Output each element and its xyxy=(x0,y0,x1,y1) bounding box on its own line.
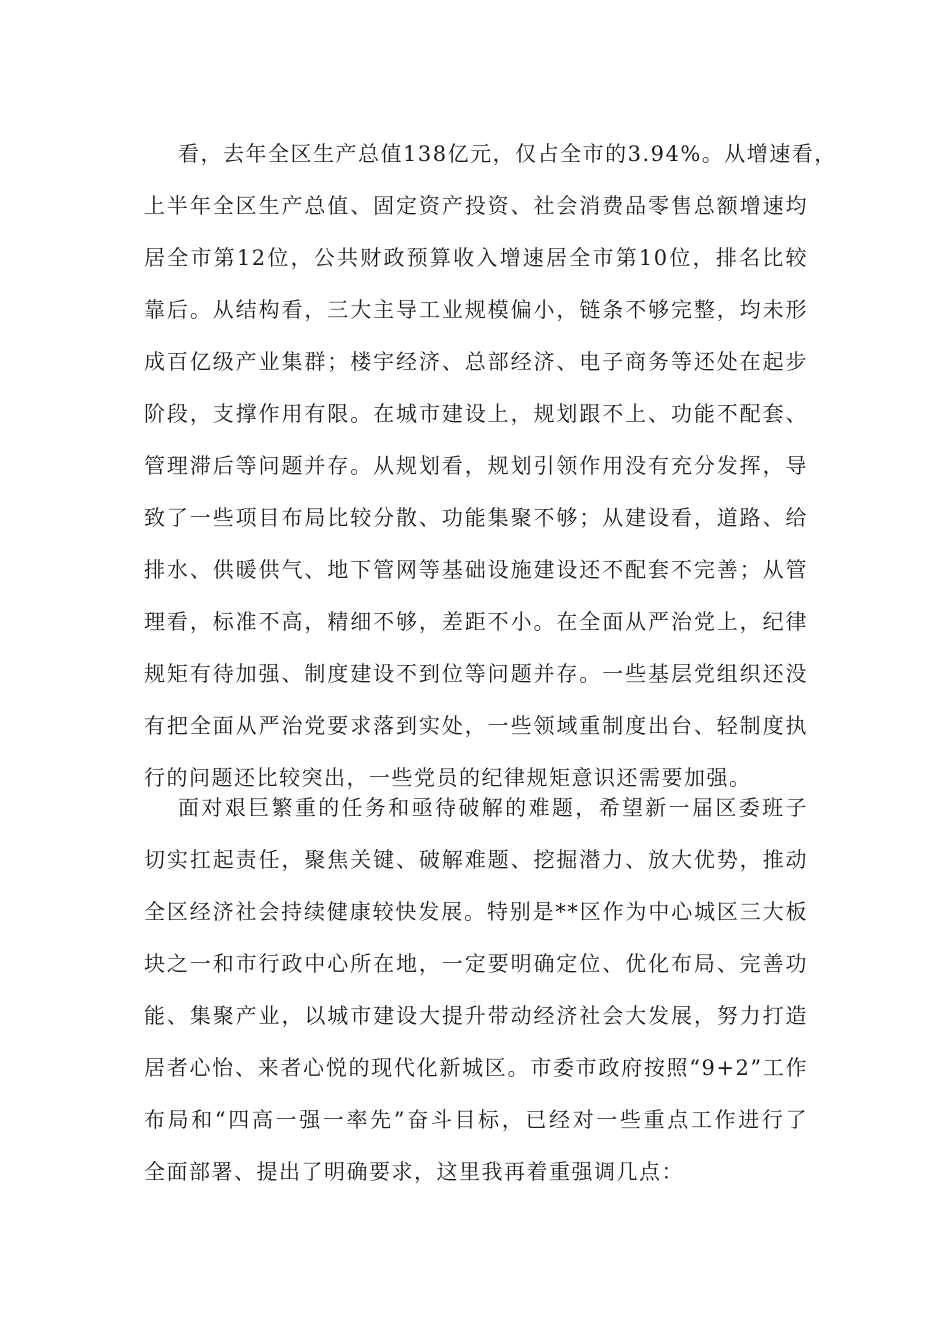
paragraph-line: 看，去年全区生产总值138亿元，仅占全市的3.94%。从增速看， xyxy=(178,142,837,166)
paragraph-line: 阶段，支撑作用有限。在城市建设上，规划跟不上、功能不配套、 xyxy=(144,402,808,426)
paragraph-line: 能、集聚产业，以城市建设大提升带动经济社会大发展，努力打造 xyxy=(144,1004,808,1028)
paragraph-line: 致了一些项目布局比较分散、功能集聚不够；从建设看，道路、给 xyxy=(144,506,808,530)
paragraph-line: 排水、供暖供气、地下管网等基础设施建设还不配套不完善；从管 xyxy=(144,558,808,582)
paragraph-line: 理看，标准不高，精细不够，差距不小。在全面从严治党上，纪律 xyxy=(144,610,808,634)
paragraph-line: 块之一和市行政中心所在地，一定要明确定位、优化布局、完善功 xyxy=(144,952,808,976)
paragraph-line: 布局和“四高一强一率先”奋斗目标，已经对一些重点工作进行了 xyxy=(144,1108,808,1132)
paragraph-line: 成百亿级产业集群；楼宇经济、总部经济、电子商务等还处在起步 xyxy=(144,350,808,374)
paragraph-line: 全面部署、提出了明确要求，这里我再着重强调几点： xyxy=(144,1160,684,1184)
paragraph-line: 面对艰巨繁重的任务和亟待破解的难题，希望新一届区委班子 xyxy=(178,796,808,820)
paragraph-line: 居全市第12位，公共财政预算收入增速居全市第10位，排名比较 xyxy=(144,246,808,270)
paragraph-1 xyxy=(144,128,837,804)
paragraph-line: 靠后。从结构看，三大主导工业规模偏小，链条不够完整，均未形 xyxy=(144,298,808,322)
paragraph-line: 有把全面从严治党要求落到实处，一些领域重制度出台、轻制度执 xyxy=(144,714,808,738)
paragraph-line: 行的问题还比较突出，一些党员的纪律规矩意识还需要加强。 xyxy=(144,766,752,790)
paragraph-line: 管理滞后等问题并存。从规划看，规划引领作用没有充分发挥，导 xyxy=(144,454,808,478)
paragraph-2 xyxy=(144,782,808,1198)
paragraph-line: 切实扛起责任，聚焦关键、破解难题、挖掘潜力、放大优势，推动 xyxy=(144,848,808,872)
paragraph-line: 居者心怡、来者心悦的现代化新城区。市委市政府按照“9+2”工作 xyxy=(144,1056,808,1080)
paragraph-line: 全区经济社会持续健康较快发展。特别是**区作为中心城区三大板 xyxy=(144,900,808,924)
paragraph-line: 规矩有待加强、制度建设不到位等问题并存。一些基层党组织还没 xyxy=(144,662,808,686)
paragraph-line: 上半年全区生产总值、固定资产投资、社会消费品零售总额增速均 xyxy=(144,194,808,218)
